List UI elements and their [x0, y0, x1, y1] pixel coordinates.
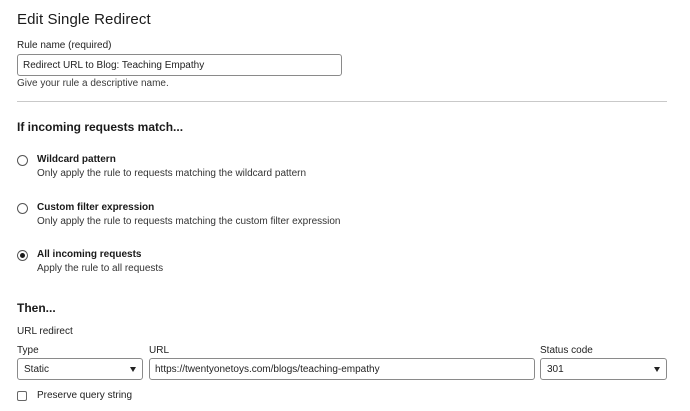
match-option-all-requests[interactable] — [16, 248, 416, 278]
chevron-down-icon — [654, 367, 660, 372]
preserve-query-checkbox[interactable] — [17, 391, 27, 401]
rule-name-help: Give your rule a descriptive name. — [17, 78, 169, 89]
match-option-wildcard[interactable] — [16, 154, 416, 184]
match-option-custom-filter[interactable] — [16, 201, 416, 231]
rule-name-label: Rule name (required) — [17, 40, 112, 51]
custom-filter-title: Custom filter expression — [37, 202, 155, 213]
all-requests-radio[interactable] — [17, 250, 28, 261]
type-select-value: Static — [24, 364, 50, 375]
url-input[interactable] — [149, 358, 535, 380]
status-code-value: 301 — [547, 364, 564, 375]
wildcard-radio[interactable] — [17, 155, 28, 166]
preserve-query-label: Preserve query string — [37, 390, 133, 401]
all-requests-title: All incoming requests — [37, 249, 142, 260]
url-redirect-label: URL redirect — [17, 326, 73, 337]
match-section-heading: If incoming requests match... — [17, 120, 184, 134]
preserve-query-option[interactable] — [17, 390, 177, 404]
type-select[interactable] — [17, 358, 143, 380]
then-section-heading: Then... — [17, 301, 56, 315]
custom-filter-radio[interactable] — [17, 203, 28, 214]
wildcard-title: Wildcard pattern — [37, 154, 116, 165]
page-title: Edit Single Redirect — [17, 11, 151, 28]
wildcard-description: Only apply the rule to requests matching the wildcard pattern — [37, 168, 307, 179]
section-divider — [17, 101, 667, 102]
rule-name-input[interactable] — [17, 54, 342, 76]
type-label: Type — [17, 345, 39, 356]
chevron-down-icon — [130, 367, 136, 372]
status-code-label: Status code — [540, 345, 593, 356]
all-requests-description: Apply the rule to all requests — [37, 263, 164, 274]
custom-filter-description: Only apply the rule to requests matching the custom filter expression — [37, 216, 341, 227]
status-code-select[interactable] — [540, 358, 667, 380]
url-label: URL — [149, 345, 170, 356]
